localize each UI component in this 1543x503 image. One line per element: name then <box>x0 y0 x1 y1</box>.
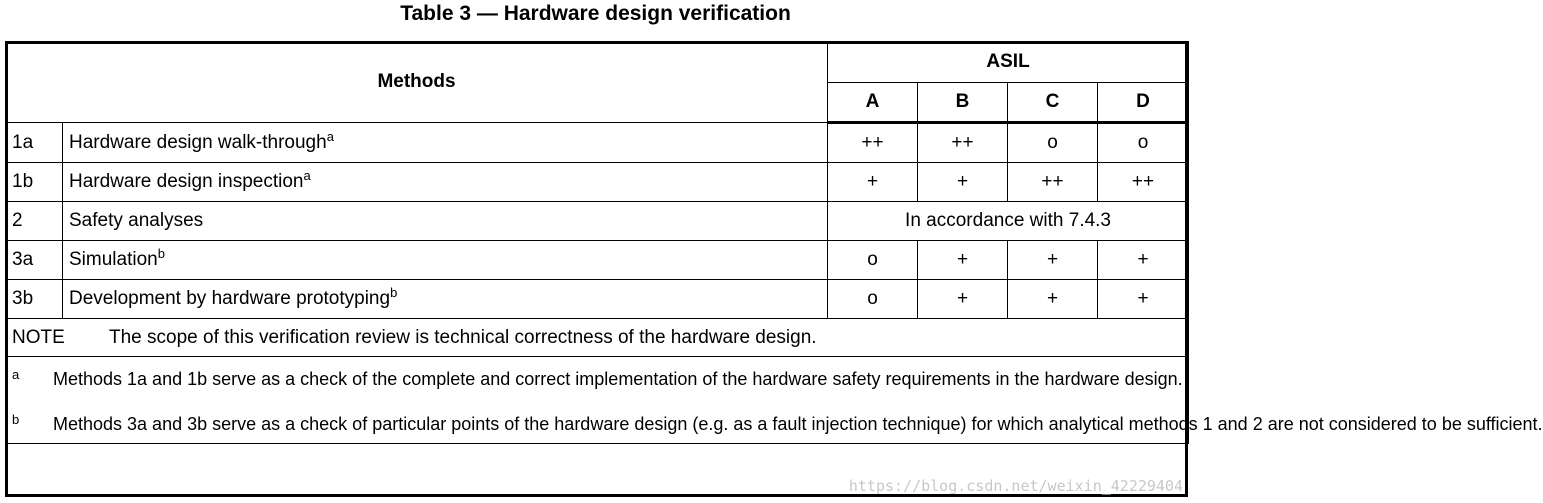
footnote-ref: a <box>303 168 311 183</box>
method-name: Simulation$^b$ <box>63 241 828 280</box>
note-label: NOTE <box>12 326 65 348</box>
asil-span-value: In accordance with 7.4.3 <box>828 202 1189 241</box>
note-text: The scope of this verification review is technical correctness of the hardware design. <box>109 326 817 348</box>
footnote-ref: b <box>390 285 398 300</box>
watermark: https://blog.csdn.net/weixin_42229404 <box>848 477 1183 495</box>
asil-level-c: C <box>1008 83 1098 123</box>
asil-d-value: + <box>1098 241 1189 280</box>
method-name: Development by hardware prototyping$^b$ <box>63 280 828 319</box>
asil-c-value: ++ <box>1008 163 1098 202</box>
asil-a-value: + <box>828 163 918 202</box>
footnote-text: Methods 1a and 1b serve as a check of the complete and correct implementation of the hardware safety requirements in the hardware design. <box>53 369 1183 389</box>
method-number: 3a <box>6 241 63 280</box>
asil-a-value: ++ <box>828 123 918 163</box>
table-frame <box>5 41 1188 497</box>
asil-level-b: B <box>918 83 1008 123</box>
asil-b-value: + <box>918 163 1008 202</box>
asil-d-value: ++ <box>1098 163 1189 202</box>
asil-c-value: + <box>1008 241 1098 280</box>
asil-c-value: o <box>1008 123 1098 163</box>
asil-c-value: + <box>1008 280 1098 319</box>
asil-level-d: D <box>1098 83 1189 123</box>
footnote-text: Methods 3a and 3b serve as a check of particular points of the hardware design (e.g. as a fault injection technique) for which analytical methods 1 and 2 are not considered to be sufficient. <box>53 414 1543 434</box>
asil-header: ASIL <box>828 42 1189 83</box>
asil-a-value: o <box>828 280 918 319</box>
method-name: Safety analyses <box>63 202 828 241</box>
asil-d-value: o <box>1098 123 1189 163</box>
methods-header: Methods <box>6 42 828 123</box>
footnote-mark: a <box>12 367 20 382</box>
footnote-ref: a <box>326 128 334 144</box>
method-number: 1b <box>6 163 63 202</box>
footnote-ref: b <box>157 246 165 261</box>
method-number: 2 <box>6 202 63 241</box>
asil-b-value: ++ <box>918 123 1008 163</box>
asil-d-value: + <box>1098 280 1189 319</box>
method-name: Hardware design walk-through$^a$ <box>63 123 828 163</box>
asil-level-a: A <box>828 83 918 123</box>
footnote-mark: b <box>12 412 20 427</box>
table-title: Table 3 — Hardware design verification <box>400 2 791 25</box>
asil-b-value: + <box>918 241 1008 280</box>
method-number: 1a <box>6 123 63 163</box>
method-number: 3b <box>6 280 63 319</box>
asil-a-value: o <box>828 241 918 280</box>
method-name: Hardware design inspection$^a$ <box>63 163 828 202</box>
asil-b-value: + <box>918 280 1008 319</box>
